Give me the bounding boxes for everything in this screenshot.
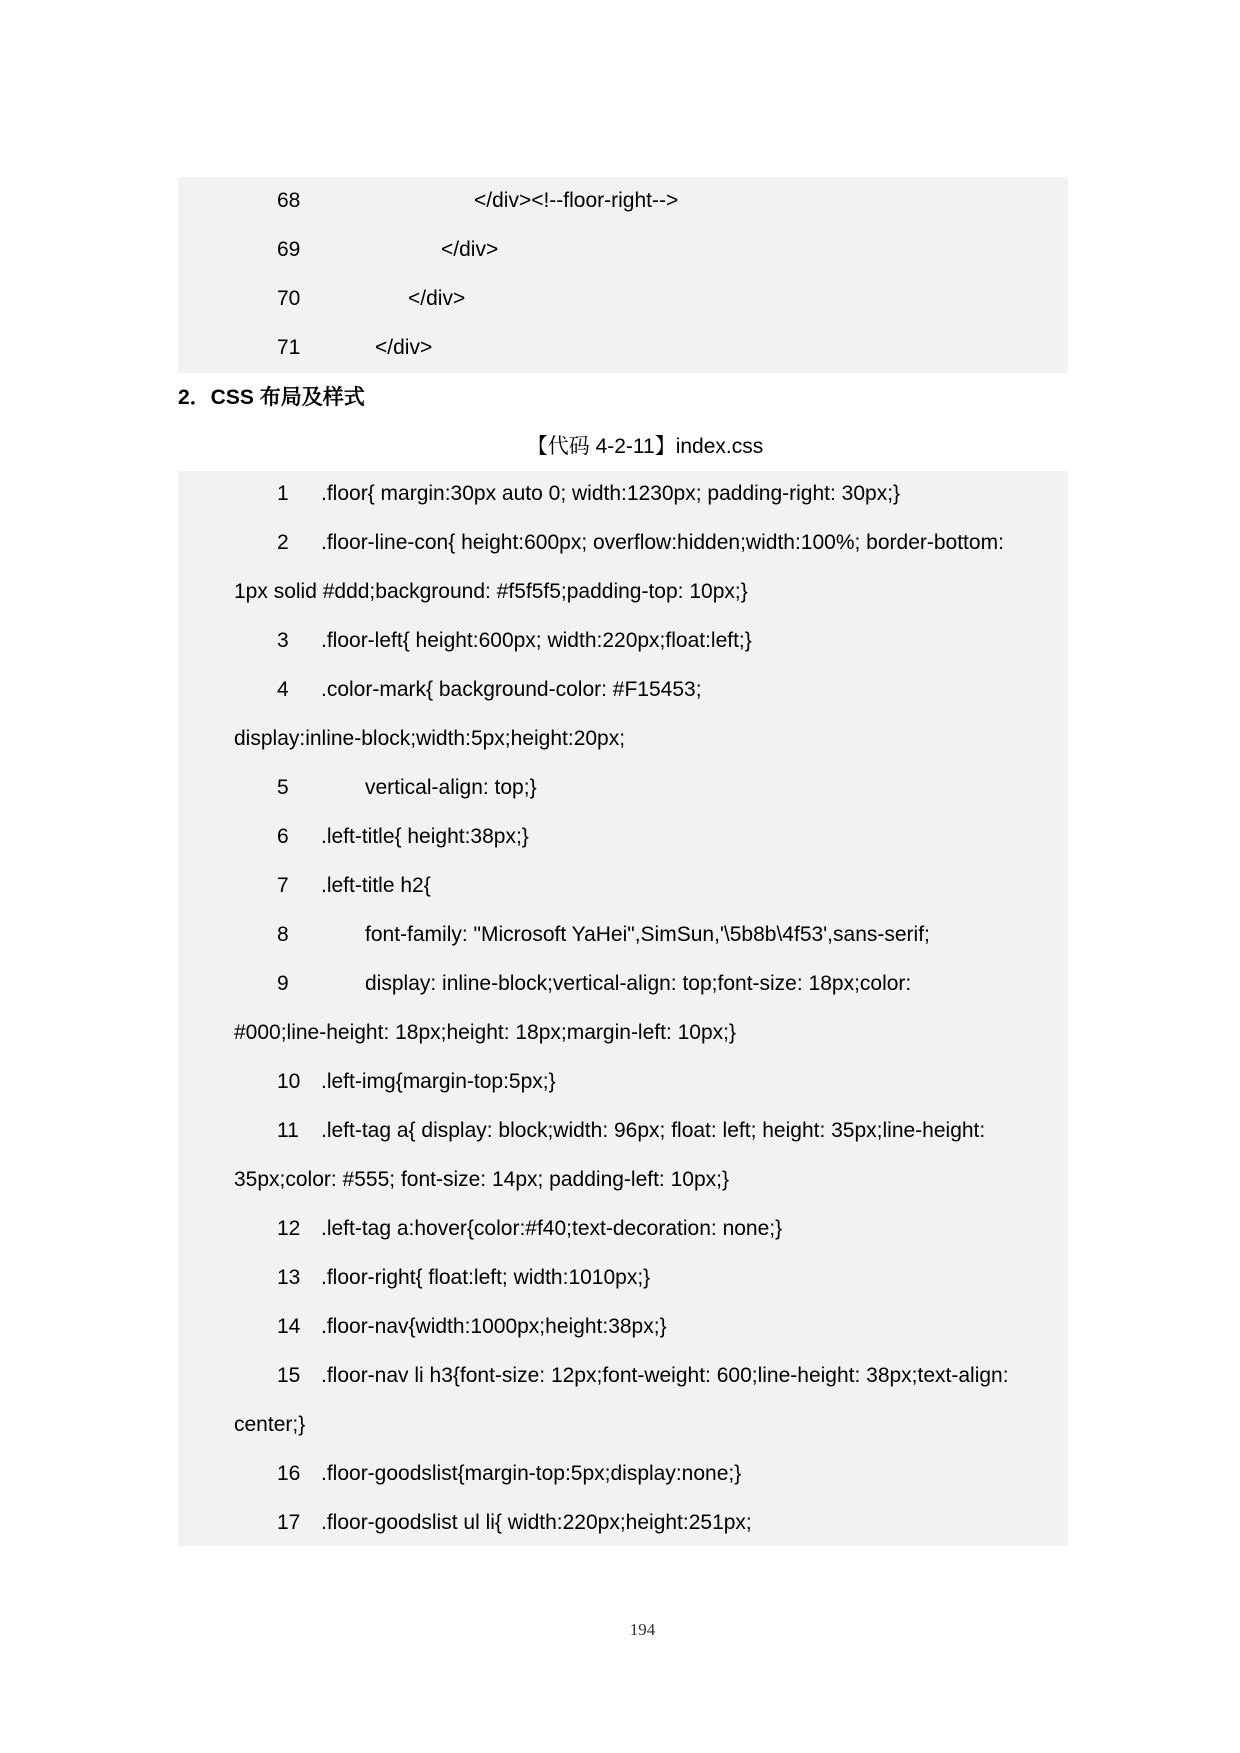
- code-line: .color-mark{ background-color: #F15453;: [321, 678, 702, 701]
- code-line-continuation: 1px solid #ddd;background: #f5f5f5;padding-top: 10px;}: [234, 580, 748, 603]
- line-number: 71: [277, 336, 301, 359]
- line-number: 69: [277, 238, 301, 261]
- code-line: font-family: "Microsoft YaHei",SimSun,'\5b8b\4f53',sans-serif;: [365, 923, 930, 946]
- line-number: 15: [277, 1364, 301, 1387]
- line-number: 14: [277, 1315, 301, 1338]
- code-line-continuation: center;}: [234, 1413, 306, 1436]
- line-number: 10: [277, 1070, 301, 1093]
- line-number: 13: [277, 1266, 301, 1289]
- line-number: 7: [277, 874, 289, 897]
- code-line: .floor-left{ height:600px; width:220px;float:left;}: [321, 629, 752, 652]
- code-line: </div>: [375, 336, 433, 359]
- code-line: .floor-line-con{ height:600px; overflow:hidden;width:100%; border-bottom:: [321, 531, 1004, 554]
- code-line: .left-title h2{: [321, 874, 431, 897]
- line-number: 68: [277, 189, 301, 212]
- line-number: 6: [277, 825, 289, 848]
- code-line: .floor-goodslist ul li{ width:220px;height:251px;: [321, 1511, 752, 1534]
- code-line: .floor-nav li h3{font-size: 12px;font-weight: 600;line-height: 38px;text-align:: [321, 1364, 1009, 1387]
- code-line: .left-tag a:hover{color:#f40;text-decoration: none;}: [321, 1217, 783, 1240]
- line-number: 17: [277, 1511, 301, 1534]
- code-line: .left-img{margin-top:5px;}: [321, 1070, 556, 1093]
- line-number: 12: [277, 1217, 301, 1240]
- line-number: 3: [277, 629, 289, 652]
- line-number: 1: [277, 482, 289, 505]
- code-line-continuation: display:inline-block;width:5px;height:20px;: [234, 727, 626, 750]
- code-line: .left-tag a{ display: block;width: 96px; float: left; height: 35px;line-height:: [321, 1119, 986, 1142]
- page-number: 194: [629, 1620, 656, 1639]
- section-heading: 2．CSS 布局及样式: [178, 386, 365, 409]
- code-line: </div><!--floor-right-->: [474, 189, 679, 212]
- code-line: .left-title{ height:38px;}: [321, 825, 529, 848]
- listing-caption: 【代码 4-2-11】index.css: [526, 435, 764, 458]
- line-number: 9: [277, 972, 289, 995]
- code-line: .floor{ margin:30px auto 0; width:1230px; padding-right: 30px;}: [321, 482, 901, 505]
- line-number: 70: [277, 287, 301, 310]
- code-line: .floor-nav{width:1000px;height:38px;}: [321, 1315, 667, 1338]
- code-line-continuation: 35px;color: #555; font-size: 14px; padding-left: 10px;}: [234, 1168, 729, 1191]
- line-number: 2: [277, 531, 289, 554]
- line-number: 4: [277, 678, 289, 701]
- code-line: .floor-right{ float:left; width:1010px;}: [321, 1266, 651, 1289]
- code-line: vertical-align: top;}: [365, 776, 537, 799]
- line-number: 8: [277, 923, 289, 946]
- code-line: .floor-goodslist{margin-top:5px;display:none;}: [321, 1462, 742, 1485]
- code-line: display: inline-block;vertical-align: top;font-size: 18px;color:: [365, 972, 912, 995]
- line-number: 11: [277, 1119, 299, 1142]
- line-number: 16: [277, 1462, 301, 1485]
- code-line: </div>: [441, 238, 499, 261]
- line-number: 5: [277, 776, 289, 799]
- code-line-continuation: #000;line-height: 18px;height: 18px;margin-left: 10px;}: [234, 1021, 737, 1044]
- code-line: </div>: [408, 287, 466, 310]
